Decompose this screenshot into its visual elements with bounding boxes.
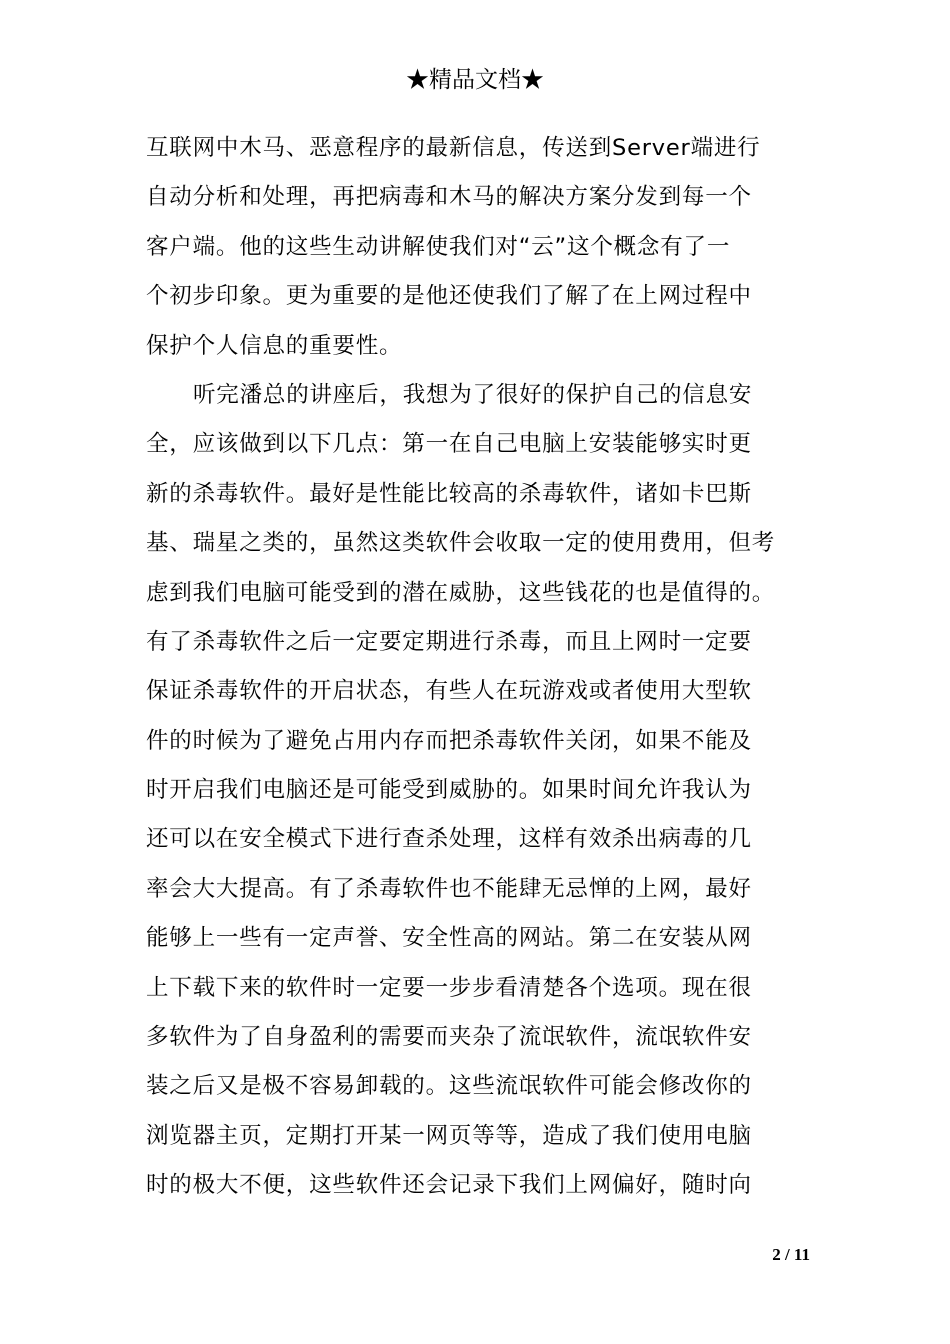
text-line: 客户端。他的这些生动讲解使我们对“云”这个概念有了一 xyxy=(146,233,731,260)
page-number: 2 / 11 xyxy=(772,1245,810,1264)
text-line: 虑到我们电脑可能受到的潜在威胁，这些钱花的也是值得的。 xyxy=(146,579,776,606)
paragraph-2 xyxy=(146,371,810,1211)
text-line: 新的杀毒软件。最好是性能比较高的杀毒软件，诸如卡巴斯 xyxy=(146,480,752,507)
text-line: 保护个人信息的重要性。 xyxy=(146,332,403,359)
text-line: 有了杀毒软件之后一定要定期进行杀毒，而且上网时一定要 xyxy=(146,628,752,655)
text-line: 率会大大提高。有了杀毒软件也不能肆无忌惮的上网，最好 xyxy=(146,875,752,902)
text-line: 互联网中木马、恶意程序的最新信息，传送到Server端进行 xyxy=(146,135,761,161)
text-line: 时开启我们电脑还是可能受到威胁的。如果时间允许我认为 xyxy=(146,777,752,804)
text-line: 全，应该做到以下几点：第一在自己电脑上安装能够实时更 xyxy=(146,431,752,458)
text-line: 保证杀毒软件的开启状态，有些人在玩游戏或者使用大型软 xyxy=(146,678,752,705)
text-line: 上下载下来的软件时一定要一步步看清楚各个选项。现在很 xyxy=(146,974,752,1001)
text-line: 时的极大不便，这些软件还会记录下我们上网偏好，随时向 xyxy=(146,1172,752,1199)
text-line: 基、瑞星之类的，虽然这类软件会收取一定的使用费用，但考 xyxy=(146,530,776,557)
text-line: 件的时候为了避免占用内存而把杀毒软件关闭，如果不能及 xyxy=(146,727,752,754)
text-line: 还可以在安全模式下进行查杀处理，这样有效杀出病毒的几 xyxy=(146,826,752,853)
text-line: 听完潘总的讲座后，我想为了很好的保护自己的信息安 xyxy=(193,381,753,408)
text-line: 装之后又是极不容易卸载的。这些流氓软件可能会修改你的 xyxy=(146,1073,752,1100)
text-line: 浏览器主页，定期打开某一网页等等，造成了我们使用电脑 xyxy=(146,1122,752,1149)
page-header-title: ★精品文档★ xyxy=(406,67,544,93)
text-line: 个初步印象。更为重要的是他还使我们了解了在上网过程中 xyxy=(146,283,752,310)
text-line: 能够上一些有一定声誉、安全性高的网站。第二在安装从网 xyxy=(146,925,752,952)
document-body xyxy=(146,124,810,1211)
paragraph-1 xyxy=(146,124,810,371)
text-line: 多软件为了自身盈利的需要而夹杂了流氓软件，流氓软件安 xyxy=(146,1024,752,1051)
text-line: 自动分析和处理，再把病毒和木马的解决方案分发到每一个 xyxy=(146,184,752,211)
